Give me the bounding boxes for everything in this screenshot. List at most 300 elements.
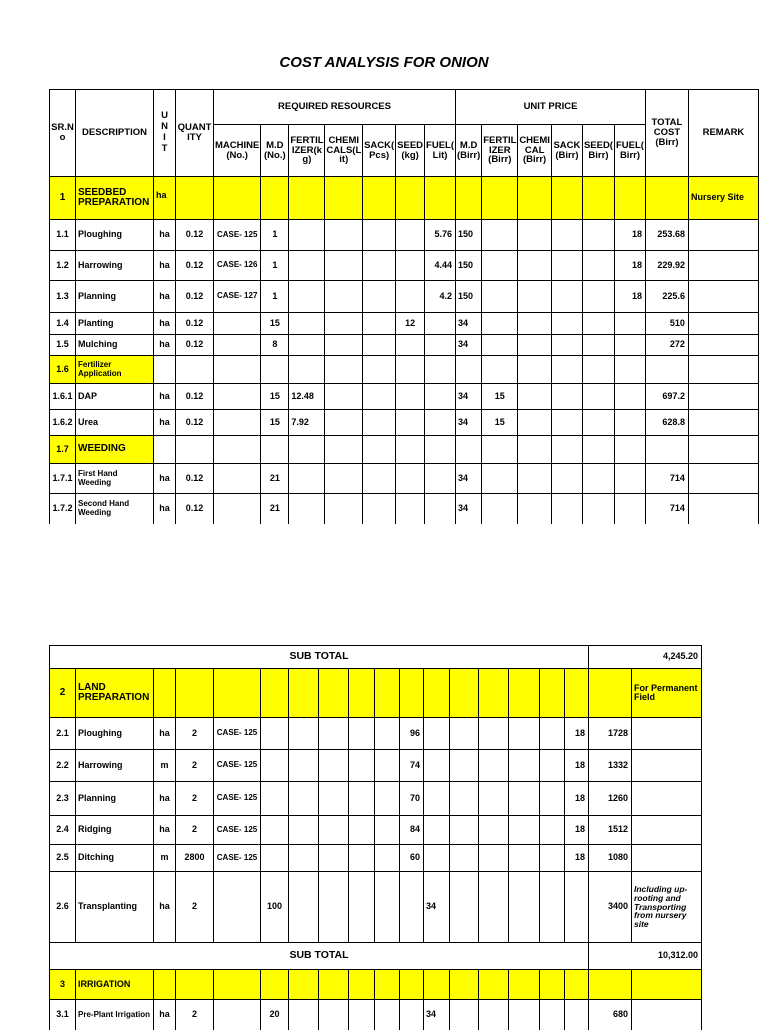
cell-seed [396, 384, 425, 410]
cell-total: 714 [645, 494, 688, 524]
cell-sr: 2.3 [50, 782, 76, 816]
cell-total: 1080 [589, 845, 632, 872]
cell-seed: 12 [396, 313, 425, 335]
cell-fuel: 60 [400, 845, 424, 872]
cell-remark: Including up- rooting and Transporting from nursery site [632, 872, 702, 943]
cell-md: 15 [261, 313, 289, 335]
cell-qty: 0.12 [176, 251, 214, 281]
cell-machine: CASE- 125 [214, 220, 261, 251]
cell-unit: ha [154, 410, 176, 436]
cell-unit: ha [154, 872, 176, 943]
cell-p-fuel [614, 494, 645, 524]
cell-p-sack [509, 872, 540, 943]
cell-md: 1 [261, 220, 289, 251]
cell-p-seed [540, 816, 565, 845]
cell-fert [289, 816, 319, 845]
table-row [50, 1000, 702, 1030]
cell-sack [349, 845, 375, 872]
cell-md: 15 [261, 384, 289, 410]
table-row [50, 281, 759, 313]
cell-unit: ha [154, 782, 176, 816]
cell-p-sack [509, 782, 540, 816]
cell-p-fuel [565, 1000, 589, 1030]
cell-p-sack [551, 281, 582, 313]
cell-machine [214, 494, 261, 524]
cell-p-sack [551, 251, 582, 281]
cell-sr: 1.1 [50, 220, 76, 251]
table-row [50, 410, 759, 436]
cell-p-chem [518, 313, 552, 335]
cell-p-md: 150 [456, 220, 482, 251]
cell-machine: CASE- 125 [214, 816, 261, 845]
cell-qty: 0.12 [176, 494, 214, 524]
cell-total: 680 [589, 1000, 632, 1030]
cell-chem [325, 220, 363, 251]
cell-p-md: 34 [424, 872, 450, 943]
cell-p-fuel [565, 872, 589, 943]
cell-remark [688, 464, 758, 494]
cell-p-fert: 15 [482, 410, 518, 436]
cell-sr: 2.6 [50, 872, 76, 943]
cell-unit: ha [154, 313, 176, 335]
cell-sack [363, 410, 396, 436]
subtotal-value: 4,245.20 [589, 646, 702, 669]
subsection-title: WEEDING [76, 436, 154, 464]
cell-p-md: 150 [456, 251, 482, 281]
cell-p-seed [582, 384, 614, 410]
cell-remark [688, 494, 758, 524]
cell-sack [349, 816, 375, 845]
header-md: M.D (No.) [261, 125, 289, 177]
cell-fuel [425, 313, 456, 335]
table-row [50, 220, 759, 251]
cell-p-chem [479, 718, 509, 750]
cell-p-seed [582, 220, 614, 251]
table-row [50, 384, 759, 410]
cell-total: 714 [645, 464, 688, 494]
cell-qty: 0.12 [176, 335, 214, 356]
cell-p-fuel: 18 [565, 845, 589, 872]
cell-fert [289, 335, 325, 356]
cell-seed [396, 251, 425, 281]
cell-sr: 2.2 [50, 750, 76, 782]
cell-p-fert [450, 1000, 479, 1030]
cell-seed [375, 750, 400, 782]
cell-sr: 1.3 [50, 281, 76, 313]
cell-p-fuel: 18 [565, 718, 589, 750]
cell-remark [688, 220, 758, 251]
cell-remark [688, 335, 758, 356]
header-total-cost: TOTAL COST (Birr) [645, 90, 688, 177]
table-row [50, 845, 702, 872]
cell-md: 21 [261, 464, 289, 494]
cell-p-md: 34 [424, 1000, 450, 1030]
cell-p-sack [551, 494, 582, 524]
cell-p-sack [509, 845, 540, 872]
subsection-title: Fertilizer Application [76, 356, 154, 384]
cell-p-fert [450, 750, 479, 782]
cell-fert [289, 845, 319, 872]
cell-p-seed [582, 494, 614, 524]
cell-sack [349, 750, 375, 782]
cell-machine [214, 464, 261, 494]
cell-fert [289, 251, 325, 281]
cell-md [261, 845, 289, 872]
cell-machine: CASE- 125 [214, 845, 261, 872]
cell-p-chem [479, 750, 509, 782]
cell-chem [325, 464, 363, 494]
cell-fert [289, 220, 325, 251]
cell-qty: 2 [176, 1000, 214, 1030]
cell-unit: ha [154, 816, 176, 845]
section-remark: Nursery Site [688, 177, 758, 220]
cell-p-md: 34 [456, 410, 482, 436]
cell-fuel [400, 1000, 424, 1030]
cell-remark [688, 410, 758, 436]
cell-total: 1728 [589, 718, 632, 750]
cell-qty: 0.12 [176, 313, 214, 335]
cell-seed [375, 782, 400, 816]
cell-unit: ha [154, 220, 176, 251]
cell-total: 1260 [589, 782, 632, 816]
cell-fert: 12.48 [289, 384, 325, 410]
cell-fert [289, 872, 319, 943]
cell-sr: 1.6.2 [50, 410, 76, 436]
cell-chem [319, 872, 349, 943]
section-title: LAND PREPARATION [76, 669, 154, 718]
cell-seed [396, 464, 425, 494]
cell-p-sack [551, 335, 582, 356]
cell-md: 8 [261, 335, 289, 356]
cell-p-chem [518, 335, 552, 356]
cell-chem [325, 494, 363, 524]
cell-md [261, 718, 289, 750]
cell-p-sack [551, 313, 582, 335]
header-fertilizer: FERTIL IZER(k g) [289, 125, 325, 177]
cell-p-sack [509, 1000, 540, 1030]
cell-desc: Transplanting [76, 872, 154, 943]
section-row [50, 970, 702, 1000]
cell-p-chem [518, 384, 552, 410]
cell-p-seed [540, 872, 565, 943]
cell-total: 628.8 [645, 410, 688, 436]
cell-seed [396, 220, 425, 251]
table-row [50, 313, 759, 335]
cell-p-md: 34 [456, 313, 482, 335]
cell-unit: ha [154, 335, 176, 356]
cell-p-fuel: 18 [614, 281, 645, 313]
header-machine: MACHINE (No.) [214, 125, 261, 177]
header-price-chemical: CHEMI CAL (Birr) [518, 125, 552, 177]
cell-fert [289, 718, 319, 750]
cell-total: 229.92 [645, 251, 688, 281]
cell-p-md: 150 [456, 281, 482, 313]
cell-total: 1512 [589, 816, 632, 845]
cell-chem [319, 782, 349, 816]
cell-fert: 7.92 [289, 410, 325, 436]
cell-qty: 0.12 [176, 464, 214, 494]
cell-md: 1 [261, 281, 289, 313]
table-row [50, 494, 759, 524]
cell-total: 272 [645, 335, 688, 356]
cell-p-chem [479, 1000, 509, 1030]
cell-desc: Ditching [76, 845, 154, 872]
cell-fert [289, 494, 325, 524]
cell-unit: ha [154, 1000, 176, 1030]
cell-qty: 0.12 [176, 410, 214, 436]
cell-desc: Ridging [76, 816, 154, 845]
cell-chem [319, 1000, 349, 1030]
cell-machine: CASE- 125 [214, 750, 261, 782]
cell-chem [325, 313, 363, 335]
table-row [50, 251, 759, 281]
cell-p-seed [582, 410, 614, 436]
cell-fert [289, 782, 319, 816]
cell-seed [396, 410, 425, 436]
cell-desc: Urea [76, 410, 154, 436]
cell-md: 20 [261, 1000, 289, 1030]
cell-unit: ha [154, 464, 176, 494]
cell-p-fuel [614, 410, 645, 436]
header-srno: SR.N o [50, 90, 76, 177]
cell-fuel [425, 384, 456, 410]
cell-qty: 2800 [176, 845, 214, 872]
cell-p-chem [479, 845, 509, 872]
cell-sr: 2.1 [50, 718, 76, 750]
cell-remark [688, 313, 758, 335]
header-price-sack: SACK (Birr) [551, 125, 582, 177]
cell-remark [632, 718, 702, 750]
cell-p-sack [509, 718, 540, 750]
cell-p-fert [450, 872, 479, 943]
cell-p-seed [582, 251, 614, 281]
cell-p-chem [479, 872, 509, 943]
cell-p-md: 34 [456, 494, 482, 524]
cell-p-fert [482, 313, 518, 335]
cell-total: 3400 [589, 872, 632, 943]
table-row [50, 816, 702, 845]
cell-sack [363, 494, 396, 524]
table-row [50, 750, 702, 782]
cell-sack [363, 251, 396, 281]
cell-desc: DAP [76, 384, 154, 410]
cell-qty: 2 [176, 750, 214, 782]
subtotal-row [50, 943, 702, 970]
cell-sr: 1.6.1 [50, 384, 76, 410]
cell-chem [325, 335, 363, 356]
cell-md: 100 [261, 872, 289, 943]
cell-desc: Planning [76, 782, 154, 816]
cell-remark [632, 816, 702, 845]
cell-sack [363, 384, 396, 410]
section-title: IRRIGATION [76, 970, 154, 1000]
cell-fuel: 70 [400, 782, 424, 816]
header-fuel: FUEL( Lit) [425, 125, 456, 177]
cell-unit: m [154, 845, 176, 872]
cell-fuel: 5.76 [425, 220, 456, 251]
table-row [50, 718, 702, 750]
cell-remark [688, 384, 758, 410]
cell-p-seed [540, 718, 565, 750]
header-price-seed: SEED( Birr) [582, 125, 614, 177]
header-price-fuel: FUEL( Birr) [614, 125, 645, 177]
cell-p-chem [518, 251, 552, 281]
subtotal-row [50, 646, 702, 669]
cell-p-seed [582, 335, 614, 356]
cell-md: 1 [261, 251, 289, 281]
cell-total: 225.6 [645, 281, 688, 313]
cell-chem [319, 845, 349, 872]
section-remark: For Permanent Field [632, 669, 702, 718]
cell-p-fert: 15 [482, 384, 518, 410]
cell-machine [214, 335, 261, 356]
cell-p-chem [479, 782, 509, 816]
cell-sack [363, 220, 396, 251]
cell-sack [349, 718, 375, 750]
cell-remark [632, 750, 702, 782]
cell-remark [632, 845, 702, 872]
cell-unit: ha [154, 718, 176, 750]
cell-desc: Planning [76, 281, 154, 313]
cell-md [261, 750, 289, 782]
cell-machine: CASE- 125 [214, 782, 261, 816]
cell-qty: 0.12 [176, 281, 214, 313]
cell-qty: 0.12 [176, 384, 214, 410]
cell-fuel [425, 335, 456, 356]
cell-sack [349, 1000, 375, 1030]
cell-p-fert [450, 816, 479, 845]
cell-p-fuel [614, 384, 645, 410]
cell-fert [289, 313, 325, 335]
cell-seed [396, 335, 425, 356]
cell-p-seed [582, 313, 614, 335]
cell-qty: 2 [176, 718, 214, 750]
cell-total: 1332 [589, 750, 632, 782]
cell-p-chem [518, 220, 552, 251]
subsection-number: 1.7 [50, 436, 76, 464]
cost-table-land [49, 645, 702, 1030]
cell-qty: 2 [176, 816, 214, 845]
cell-fert [289, 1000, 319, 1030]
cell-seed [375, 845, 400, 872]
cell-fuel: 84 [400, 816, 424, 845]
cell-p-fuel: 18 [614, 220, 645, 251]
cell-unit: ha [154, 281, 176, 313]
cell-sack [363, 335, 396, 356]
cell-sr: 1.2 [50, 251, 76, 281]
cell-md [261, 816, 289, 845]
cell-p-fert [482, 281, 518, 313]
cell-p-md [424, 845, 450, 872]
cell-qty: 2 [176, 782, 214, 816]
subsection-row [50, 356, 759, 384]
cell-p-sack [551, 464, 582, 494]
cell-p-md: 34 [456, 335, 482, 356]
cell-sack [349, 782, 375, 816]
cell-p-chem [518, 410, 552, 436]
subsection-row [50, 436, 759, 464]
cell-remark [688, 251, 758, 281]
cell-md [261, 782, 289, 816]
cell-p-chem [518, 494, 552, 524]
cell-sr: 1.7.1 [50, 464, 76, 494]
cell-unit: ha [154, 494, 176, 524]
cell-p-fuel [614, 335, 645, 356]
cell-p-seed [540, 845, 565, 872]
cell-p-seed [582, 464, 614, 494]
header-price-fertilizer: FERTIL IZER (Birr) [482, 125, 518, 177]
cell-md: 15 [261, 410, 289, 436]
cell-remark [688, 281, 758, 313]
header-chemicals: CHEMI CALS(L it) [325, 125, 363, 177]
cell-desc: Ploughing [76, 220, 154, 251]
table-row [50, 782, 702, 816]
cell-desc: Second Hand Weeding [76, 494, 154, 524]
cell-desc: Planting [76, 313, 154, 335]
cell-chem [325, 384, 363, 410]
cell-p-seed [582, 281, 614, 313]
cell-p-sack [551, 410, 582, 436]
cell-chem [319, 718, 349, 750]
page-title: COST ANALYSIS FOR ONION [279, 54, 489, 71]
cell-unit: ha [154, 384, 176, 410]
cell-desc: Mulching [76, 335, 154, 356]
cell-chem [319, 816, 349, 845]
cell-total: 253.68 [645, 220, 688, 251]
cell-p-fuel: 18 [565, 750, 589, 782]
cell-fert [289, 464, 325, 494]
header-unit: U N I T [154, 90, 176, 177]
cell-p-fuel [614, 313, 645, 335]
cell-sr: 2.4 [50, 816, 76, 845]
section-number: 1 [50, 177, 76, 220]
cell-seed [396, 281, 425, 313]
cell-machine [214, 1000, 261, 1030]
cell-p-md: 34 [456, 464, 482, 494]
subtotal-label: SUB TOTAL [50, 943, 589, 970]
section-number: 3 [50, 970, 76, 1000]
cost-table-seedbed [49, 89, 759, 524]
section-title: SEEDBED PREPARATION [76, 177, 154, 220]
cell-p-chem [479, 816, 509, 845]
cell-fuel [425, 410, 456, 436]
cell-fert [289, 281, 325, 313]
cell-p-fert [482, 251, 518, 281]
cell-machine [214, 313, 261, 335]
cell-qty: 0.12 [176, 220, 214, 251]
cell-machine [214, 384, 261, 410]
cell-p-fuel: 18 [614, 251, 645, 281]
header-unit-price: UNIT PRICE [456, 90, 646, 125]
section-unit: ha [154, 177, 176, 220]
cell-p-md [424, 816, 450, 845]
cell-desc: Ploughing [76, 718, 154, 750]
cell-remark [632, 782, 702, 816]
cell-p-fuel [614, 464, 645, 494]
header-description: DESCRIPTION [76, 90, 154, 177]
header-sack: SACK( Pcs) [363, 125, 396, 177]
header-remark: REMARK [688, 90, 758, 177]
cell-p-fuel: 18 [565, 816, 589, 845]
header-required-resources: REQUIRED RESOURCES [214, 90, 456, 125]
cell-p-seed [540, 1000, 565, 1030]
cell-sr: 2.5 [50, 845, 76, 872]
subtotal-label: SUB TOTAL [50, 646, 589, 669]
subsection-number: 1.6 [50, 356, 76, 384]
cell-fuel: 4.2 [425, 281, 456, 313]
subtotal-value: 10,312.00 [589, 943, 702, 970]
cell-p-fert [450, 845, 479, 872]
